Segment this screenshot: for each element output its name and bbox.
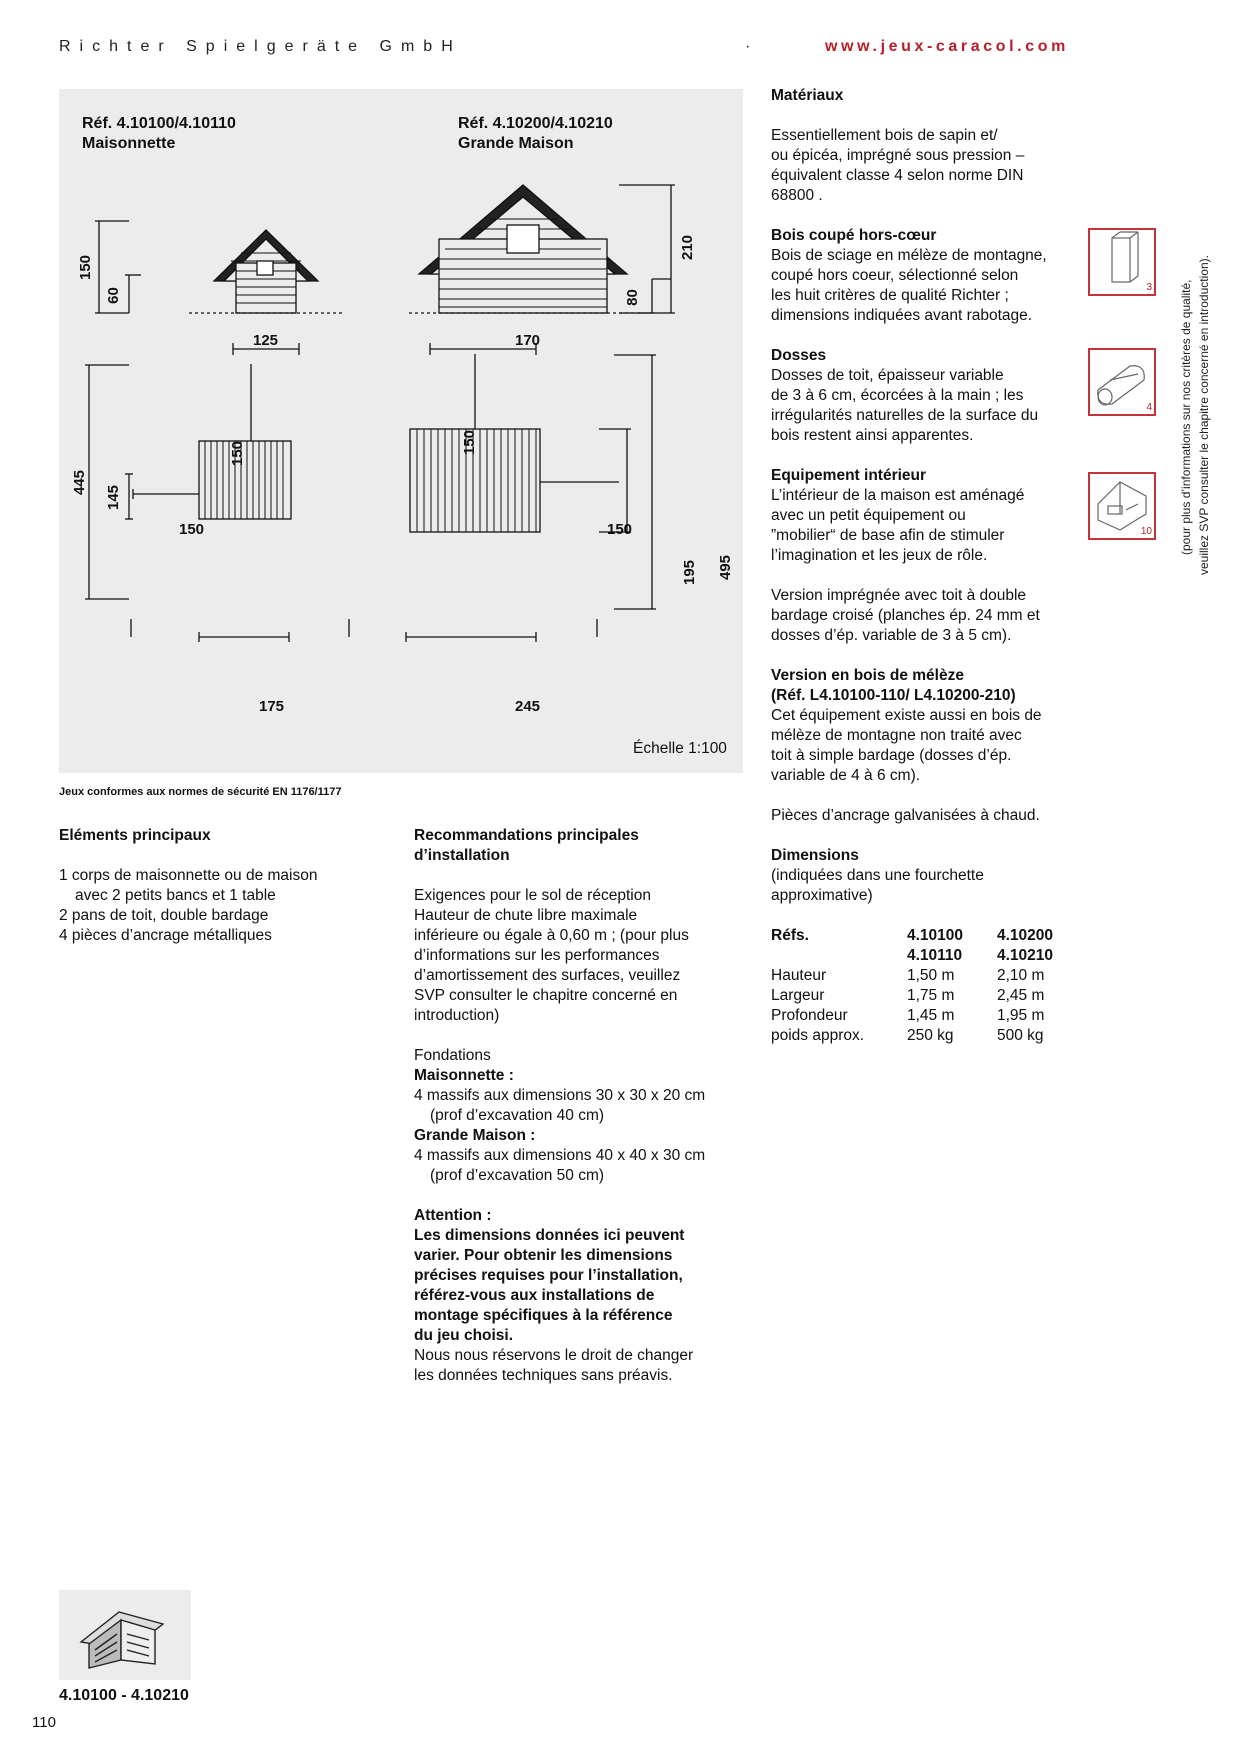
attention-line-6: du jeu choisi. bbox=[414, 1327, 514, 1344]
table-cell: 4.10210 bbox=[997, 947, 1054, 964]
equip-line-1: L’intérieur de la maison est aménagé bbox=[771, 487, 1025, 504]
bois-line-2: coupé hors coeur, sélectionné selon bbox=[771, 267, 1019, 284]
attention-line-2: varier. Pour obtenir les dimensions bbox=[414, 1247, 673, 1264]
page-number: 110 bbox=[32, 1714, 56, 1731]
anchor-line: Pièces d’ancrage galvanisées à chaud. bbox=[771, 807, 1040, 824]
dim-plan-total-right: 495 bbox=[717, 554, 735, 581]
equip-line-3: ”mobilier“ de base afin de stimuler bbox=[771, 527, 1005, 544]
meleze-line-4: variable de 4 à 6 cm). bbox=[771, 767, 921, 784]
table-cell: 4.10110 bbox=[907, 947, 963, 964]
table-cell: 4.10100 bbox=[907, 927, 964, 944]
drawing-right-name: Grande Maison bbox=[458, 135, 574, 152]
bois-line-4: dimensions indiquées avant rabotage. bbox=[771, 307, 1033, 324]
dim-plan-total-left: 445 bbox=[71, 469, 89, 496]
table-cell: 2,45 m bbox=[997, 987, 1045, 1004]
table-row bbox=[771, 926, 1053, 946]
equip-line-2: avec un petit équipement ou bbox=[771, 507, 966, 524]
version-line-1: Version imprégnée avec toit à double bbox=[771, 587, 1027, 604]
dosses-line-1: Dosses de toit, épaisseur variable bbox=[771, 367, 1004, 384]
drawing-left-name: Maisonnette bbox=[82, 135, 176, 152]
dim-big-wall: 80 bbox=[623, 289, 641, 306]
dim-plan-front-right: 150 bbox=[607, 521, 633, 538]
dim-bottom-left: 175 bbox=[259, 698, 285, 715]
dim-plan-side-left: 150 bbox=[229, 440, 247, 467]
dosses-line-4: bois restent ainsi apparentes. bbox=[771, 427, 974, 444]
dimensions-sub-1: (indiquées dans une fourchette bbox=[771, 867, 984, 884]
materials-intro-4: 68800 . bbox=[771, 187, 823, 204]
table-cell: poids approx. bbox=[771, 1027, 865, 1044]
dim-small-wall: 60 bbox=[104, 287, 122, 304]
reserve-line-1: Nous nous réservons le droit de changer bbox=[414, 1347, 694, 1364]
attention-line-4: référez-vous aux installations de bbox=[414, 1287, 655, 1304]
install-ground-2: Hauteur de chute libre maximale bbox=[414, 907, 638, 924]
install-title-1: Recommandations principales bbox=[414, 827, 639, 844]
table-cell: 2,10 m bbox=[997, 967, 1045, 984]
website-link[interactable]: www.jeux-caracol.com bbox=[825, 38, 1069, 55]
table-cell: Hauteur bbox=[771, 967, 827, 984]
bois-line-3: les huit critères de qualité Richter ; bbox=[771, 287, 1009, 304]
bois-title: Bois coupé hors-cœur bbox=[771, 227, 937, 244]
dim-small-width: 125 bbox=[253, 332, 279, 349]
reserve-line-2: les données techniques sans préavis. bbox=[414, 1367, 673, 1384]
norms-note: Jeux conformes aux normes de sécurité EN 1176/1177 bbox=[59, 786, 342, 798]
maison2-line-1: 4 massifs aux dimensions 40 x 40 x 30 cm bbox=[414, 1147, 706, 1164]
version-line-2: bardage croisé (planches ép. 24 mm et bbox=[771, 607, 1040, 624]
table-cell: 1,75 m bbox=[907, 987, 955, 1004]
table-cell: Largeur bbox=[771, 987, 825, 1004]
bois-line-1: Bois de sciage en mélèze de montagne, bbox=[771, 247, 1047, 264]
maison2-line-2: (prof d’excavation 50 cm) bbox=[430, 1167, 605, 1184]
table-row bbox=[771, 966, 1053, 986]
meleze-line-3: toit à simple bardage (dosses d’ép. bbox=[771, 747, 1012, 764]
install-ground-7: introduction) bbox=[414, 1007, 500, 1024]
dimensions-sub-2: approximative) bbox=[771, 887, 873, 904]
materials-intro-3: équivalent classe 4 selon norme DIN bbox=[771, 167, 1024, 184]
install-ground-3: inférieure ou égale à 0,60 m ; (pour plus bbox=[414, 927, 689, 944]
version-line-3: dosses d’ép. variable de 3 à 5 cm). bbox=[771, 627, 1012, 644]
table-cell: Profondeur bbox=[771, 1007, 848, 1024]
maison1-label: Maisonnette : bbox=[414, 1067, 514, 1084]
equip-line-4: l’imagination et les jeux de rôle. bbox=[771, 547, 988, 564]
company-name: Richter Spielgeräte GmbH bbox=[59, 38, 462, 55]
drawing-right-ref: Réf. 4.10200/4.10210 bbox=[458, 115, 613, 132]
dim-plan-depth-right: 195 bbox=[681, 559, 699, 586]
table-row bbox=[771, 986, 1053, 1006]
dimensions-table bbox=[771, 926, 1053, 1046]
dosses-line-3: irrégularités naturelles de la surface du bbox=[771, 407, 1039, 424]
table-row bbox=[771, 1006, 1053, 1026]
install-section bbox=[414, 826, 744, 1386]
maison1-line-1: 4 massifs aux dimensions 30 x 30 x 20 cm bbox=[414, 1087, 706, 1104]
footer-refs: 4.10100 - 4.10210 bbox=[59, 1687, 189, 1704]
interior-icon bbox=[1088, 472, 1156, 540]
install-title-2: d’installation bbox=[414, 847, 510, 864]
elements-line-3: 2 pans de toit, double bardage bbox=[59, 907, 269, 924]
dosses-line-2: de 3 à 6 cm, écorcées à la main ; les bbox=[771, 387, 1024, 404]
table-cell: 500 kg bbox=[997, 1027, 1044, 1044]
table-cell: 1,50 m bbox=[907, 967, 955, 984]
attention-label: Attention : bbox=[414, 1207, 492, 1224]
wood-core-icon bbox=[1088, 228, 1156, 296]
log-slab-icon bbox=[1088, 348, 1156, 416]
side-note-2: veuillez SVP consulter le chapitre concerné en introduction). bbox=[1197, 255, 1211, 575]
side-note-1: (pour plus d’informations sur nos critères de qualité, bbox=[1179, 279, 1193, 555]
table-row bbox=[771, 1026, 1053, 1046]
materials-section bbox=[771, 86, 1091, 1046]
drawing-lines bbox=[59, 89, 743, 773]
table-cell: 1,45 m bbox=[907, 1007, 955, 1024]
dim-big-width: 170 bbox=[515, 332, 541, 349]
meleze-title-1: Version en bois de mélèze bbox=[771, 667, 964, 684]
technical-drawing bbox=[59, 89, 743, 773]
scale-label: Échelle 1:100 bbox=[633, 740, 727, 757]
drawing-left-ref: Réf. 4.10100/4.10110 bbox=[82, 115, 236, 132]
attention-line-1: Les dimensions données ici peuvent bbox=[414, 1227, 685, 1244]
icon-number: 4 bbox=[1146, 402, 1152, 413]
meleze-line-1: Cet équipement existe aussi en bois de bbox=[771, 707, 1042, 724]
table-cell: 1,95 m bbox=[997, 1007, 1045, 1024]
install-ground-6: SVP consulter le chapitre concerné en bbox=[414, 987, 678, 1004]
maison2-label: Grande Maison : bbox=[414, 1127, 536, 1144]
equip-title: Equipement intérieur bbox=[771, 467, 927, 484]
materials-intro-2: ou épicéa, imprégné sous pression – bbox=[771, 147, 1025, 164]
product-thumbnail bbox=[59, 1590, 191, 1680]
table-cell: 4.10200 bbox=[997, 927, 1054, 944]
elements-line-2: avec 2 petits bancs et 1 table bbox=[75, 887, 276, 904]
dim-bottom-right: 245 bbox=[515, 698, 541, 715]
dim-big-height: 210 bbox=[679, 234, 697, 261]
dim-small-height: 150 bbox=[77, 254, 95, 281]
table-cell bbox=[771, 946, 907, 966]
dosses-title: Dosses bbox=[771, 347, 827, 364]
materials-title: Matériaux bbox=[771, 87, 844, 104]
foundations-label: Fondations bbox=[414, 1047, 491, 1064]
elements-title: Eléments principaux bbox=[59, 827, 211, 844]
attention-line-5: montage spécifiques à la référence bbox=[414, 1307, 673, 1324]
attention-line-3: précises requises pour l’installation, bbox=[414, 1267, 683, 1284]
materials-intro-1: Essentiellement bois de sapin et/ bbox=[771, 127, 998, 144]
icon-number: 3 bbox=[1146, 282, 1152, 293]
table-cell: Réfs. bbox=[771, 927, 809, 944]
elements-line-4: 4 pièces d’ancrage métalliques bbox=[59, 927, 272, 944]
meleze-title-2: (Réf. L4.10100-110/ L4.10200-210) bbox=[771, 687, 1016, 704]
dimensions-title: Dimensions bbox=[771, 847, 859, 864]
icon-number: 10 bbox=[1140, 526, 1152, 537]
header-separator: · bbox=[745, 38, 751, 55]
install-ground-4: d’informations sur les performances bbox=[414, 947, 660, 964]
table-cell: 250 kg bbox=[907, 1027, 954, 1044]
maison1-line-2: (prof d’excavation 40 cm) bbox=[430, 1107, 605, 1124]
dim-plan-side-right: 150 bbox=[461, 429, 479, 456]
install-ground-1: Exigences pour le sol de réception bbox=[414, 887, 651, 904]
table-row bbox=[771, 946, 1053, 966]
elements-line-1: 1 corps de maisonnette ou de maison bbox=[59, 867, 318, 884]
dim-plan-front-left: 150 bbox=[179, 521, 205, 538]
elements-section bbox=[59, 826, 379, 946]
dim-plan-depth-left: 145 bbox=[105, 484, 123, 511]
install-ground-5: d’amortissement des surfaces, veuillez bbox=[414, 967, 681, 984]
meleze-line-2: mélèze de montagne non traité avec bbox=[771, 727, 1022, 744]
